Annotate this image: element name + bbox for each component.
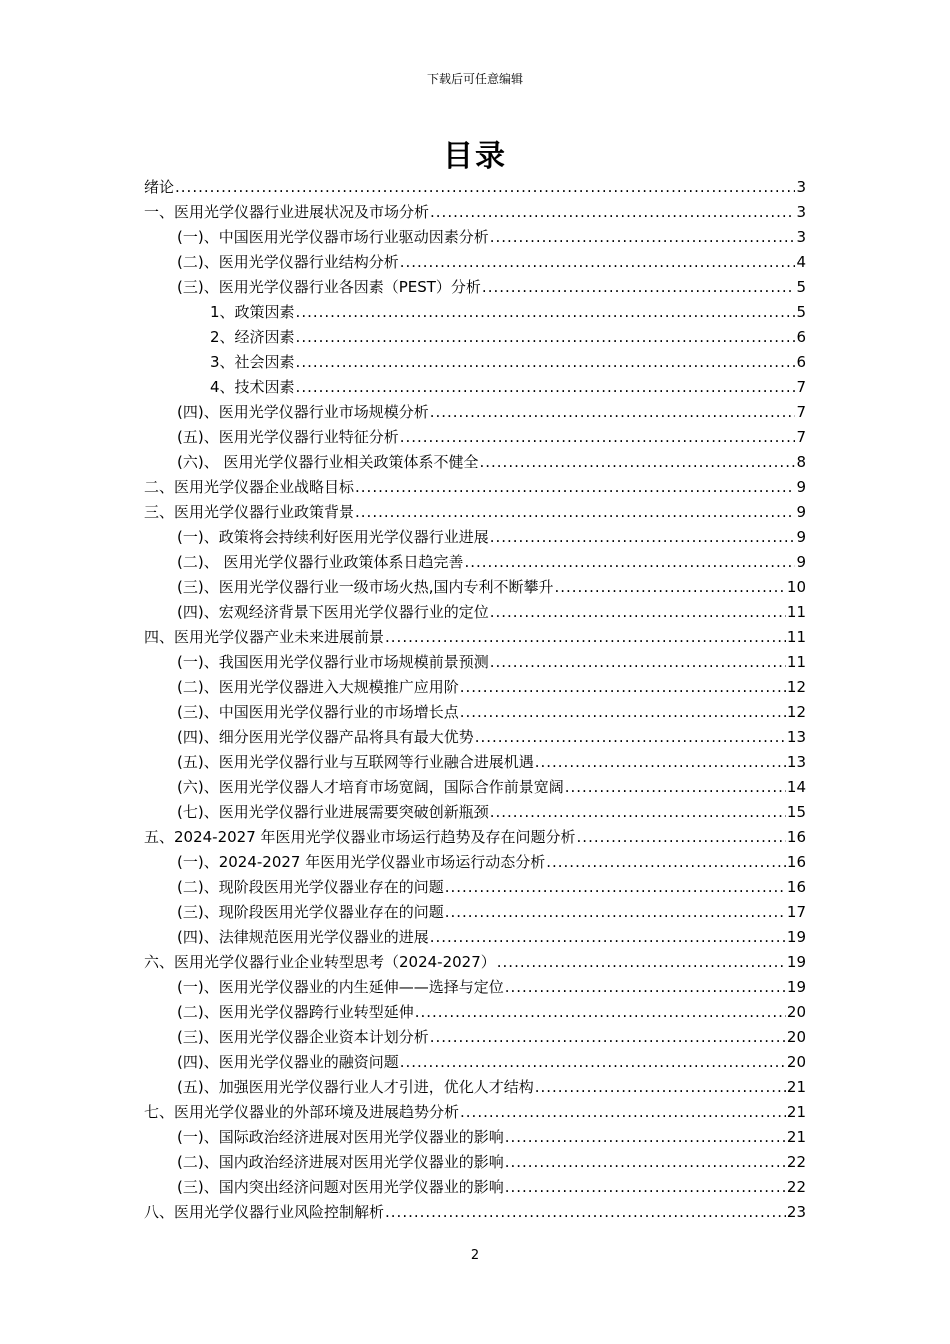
toc-dot-leader (296, 375, 796, 400)
toc-dot-leader (415, 1000, 786, 1025)
toc-entry-title: (二)、医用光学仪器进入大规模推广应用阶 (177, 678, 459, 696)
toc-entry[interactable] (144, 750, 806, 775)
toc-dot-leader (355, 500, 795, 525)
toc-dot-leader (445, 875, 786, 900)
toc-entry[interactable] (144, 575, 806, 600)
toc-entry[interactable] (144, 250, 806, 275)
toc-entry-page: 14 (786, 778, 806, 796)
toc-entry-title: (六)、 医用光学仪器行业相关政策体系不健全 (177, 453, 479, 471)
toc-entry[interactable] (144, 1075, 806, 1100)
toc-entry-page: 3 (796, 228, 806, 246)
toc-dot-leader (565, 775, 786, 800)
toc-entry-title: (一)、2024-2027 年医用光学仪器业市场运行动态分析 (177, 853, 546, 871)
toc-entry[interactable] (144, 500, 806, 525)
toc-entry-page: 16 (786, 828, 806, 846)
toc-dot-leader (355, 475, 795, 500)
toc-entry-title: 3、社会因素 (210, 353, 295, 371)
toc-dot-leader (505, 975, 786, 1000)
toc-entry[interactable] (144, 450, 806, 475)
toc-entry[interactable] (144, 975, 806, 1000)
toc-entry[interactable] (144, 1150, 806, 1175)
toc-entry-page: 13 (786, 728, 806, 746)
toc-entry-title: 一、医用光学仪器行业进展状况及市场分析 (144, 203, 430, 221)
toc-dot-leader (535, 1075, 786, 1100)
toc-dot-leader (505, 1125, 786, 1150)
toc-entry-page: 6 (796, 353, 806, 371)
toc-entry[interactable] (144, 650, 806, 675)
toc-entry-page: 3 (796, 178, 806, 196)
toc-dot-leader (497, 950, 786, 975)
toc-entry[interactable] (144, 875, 806, 900)
toc-entry-title: (二)、国内政治经济进展对医用光学仪器业的影响 (177, 1153, 504, 1171)
toc-entry-page: 21 (786, 1078, 806, 1096)
toc-entry[interactable] (144, 275, 806, 300)
toc-entry-page: 12 (786, 703, 806, 721)
toc-entry-title: (四)、宏观经济背景下医用光学仪器行业的定位 (177, 603, 489, 621)
toc-entry-title: 八、医用光学仪器行业风险控制解析 (144, 1203, 385, 1221)
toc-entry[interactable] (144, 1000, 806, 1025)
toc-entry-title: 七、医用光学仪器业的外部环境及进展趋势分析 (144, 1103, 460, 1121)
toc-entry-title: (三)、中国医用光学仪器行业的市场增长点 (177, 703, 459, 721)
toc-entry-title: 二、医用光学仪器企业战略目标 (144, 478, 355, 496)
toc-entry-title: (二)、医用光学仪器跨行业转型延伸 (177, 1003, 414, 1021)
toc-entry-title: 五、2024-2027 年医用光学仪器业市场运行趋势及存在问题分析 (144, 828, 576, 846)
toc-entry[interactable] (144, 725, 806, 750)
toc-entry-title: (二)、医用光学仪器行业结构分析 (177, 253, 399, 271)
toc-dot-leader (505, 1175, 786, 1200)
toc-dot-leader (482, 275, 796, 300)
toc-entry-page: 13 (786, 753, 806, 771)
toc-entry-page: 16 (786, 878, 806, 896)
toc-entry-page: 9 (796, 503, 806, 521)
toc-entry[interactable] (144, 550, 806, 575)
toc-entry-page: 9 (796, 528, 806, 546)
toc-entry-page: 22 (786, 1153, 806, 1171)
page-header: 下载后可任意编辑 (426, 72, 523, 86)
toc-entry-title: (三)、现阶段医用光学仪器业存在的问题 (177, 903, 444, 921)
toc-entry[interactable] (144, 525, 806, 550)
toc-entry[interactable] (144, 1200, 806, 1225)
toc-entry[interactable] (144, 200, 806, 225)
toc-dot-leader (546, 850, 786, 875)
toc-entry-title: (三)、医用光学仪器企业资本计划分析 (177, 1028, 429, 1046)
toc-dot-leader (505, 1150, 786, 1175)
toc-entry-title: (一)、我国医用光学仪器行业市场规模前景预测 (177, 653, 489, 671)
toc-entry-page: 11 (786, 653, 806, 671)
toc-entry-page: 9 (796, 553, 806, 571)
toc-dot-leader (577, 825, 786, 850)
toc-entry[interactable] (144, 850, 806, 875)
toc-entry-page: 11 (786, 628, 806, 646)
toc-entry-page: 15 (786, 803, 806, 821)
toc-entry-page: 19 (786, 978, 806, 996)
toc-entry[interactable] (144, 625, 806, 650)
toc-entry-title: 2、经济因素 (210, 328, 295, 346)
toc-dot-leader (175, 175, 795, 200)
toc-entry[interactable] (144, 900, 806, 925)
toc-entry-page: 23 (786, 1203, 806, 1221)
toc-entry-title: (五)、医用光学仪器行业与互联网等行业融合进展机遇 (177, 753, 534, 771)
toc-entry[interactable] (144, 775, 806, 800)
toc-entry-page: 12 (786, 678, 806, 696)
toc-dot-leader (430, 400, 796, 425)
toc-dot-leader (400, 1050, 786, 1075)
toc-entry[interactable] (144, 300, 806, 325)
toc-entry[interactable] (144, 825, 806, 850)
toc-entry-title: (四)、医用光学仪器业的融资问题 (177, 1053, 399, 1071)
toc-entry[interactable] (144, 375, 806, 400)
toc-entry[interactable] (144, 1100, 806, 1125)
toc-entry-page: 20 (786, 1053, 806, 1071)
toc-entry-page: 19 (786, 928, 806, 946)
toc-entry-page: 21 (786, 1103, 806, 1121)
toc-dot-leader (400, 250, 796, 275)
toc-entry-title: (一)、中国医用光学仪器市场行业驱动因素分析 (177, 228, 489, 246)
toc-entry[interactable] (144, 600, 806, 625)
toc-dot-leader (460, 675, 786, 700)
toc-entry-title: (二)、现阶段医用光学仪器业存在的问题 (177, 878, 444, 896)
toc-dot-leader (464, 550, 795, 575)
toc-entry-page: 10 (786, 578, 806, 596)
page-title: 目录 (443, 139, 507, 174)
toc-entry-page: 17 (786, 903, 806, 921)
toc-entry-page: 7 (796, 428, 806, 446)
toc-dot-leader (535, 750, 786, 775)
toc-entry-page: 7 (796, 403, 806, 421)
page-number: 2 (470, 1248, 480, 1263)
toc-entry-title: (七)、医用光学仪器行业进展需要突破创新瓶颈 (177, 803, 489, 821)
toc-entry-page: 22 (786, 1178, 806, 1196)
toc-entry-page: 5 (796, 303, 806, 321)
toc-entry-title: (五)、医用光学仪器行业特征分析 (177, 428, 399, 446)
toc-entry-title: 六、医用光学仪器行业企业转型思考（2024-2027） (144, 953, 496, 971)
toc-dot-leader (385, 1200, 786, 1225)
toc-entry[interactable] (144, 1125, 806, 1150)
toc-entry[interactable] (144, 1050, 806, 1075)
toc-entry-title: (三)、医用光学仪器行业各因素（PEST）分析 (177, 278, 481, 296)
toc-dot-leader (460, 1100, 786, 1125)
toc-entry-title: 绪论 (144, 178, 175, 196)
toc-dot-leader (400, 425, 796, 450)
toc-entry[interactable] (144, 1175, 806, 1200)
toc-entry-title: (三)、国内突出经济问题对医用光学仪器业的影响 (177, 1178, 504, 1196)
toc-entry-page: 4 (796, 253, 806, 271)
toc-entry-page: 5 (796, 278, 806, 296)
toc-dot-leader (296, 300, 796, 325)
toc-entry-title: 三、医用光学仪器行业政策背景 (144, 503, 355, 521)
toc-entry-title: (一)、医用光学仪器业的内生延伸——选择与定位 (177, 978, 504, 996)
toc-dot-leader (430, 925, 786, 950)
toc-entry-page: 8 (796, 453, 806, 471)
toc-entry-page: 20 (786, 1028, 806, 1046)
toc-entry[interactable] (144, 675, 806, 700)
toc-entry-page: 9 (796, 478, 806, 496)
toc-entry[interactable] (144, 425, 806, 450)
toc-entry[interactable] (144, 225, 806, 250)
toc-entry-title: (六)、医用光学仪器人才培育市场宽阔，国际合作前景宽阔 (177, 778, 564, 796)
toc-dot-leader (296, 325, 796, 350)
toc-entry-title: (三)、医用光学仪器行业一级市场火热,国内专利不断攀升 (177, 578, 554, 596)
toc-dot-leader (490, 800, 786, 825)
toc-entry[interactable] (144, 475, 806, 500)
toc-entry-title: 1、政策因素 (210, 303, 295, 321)
toc-dot-leader (479, 450, 795, 475)
toc-entry[interactable] (144, 925, 806, 950)
toc-entry-title: (四)、细分医用光学仪器产品将具有最大优势 (177, 728, 474, 746)
toc-entry-title: (一)、国际政治经济进展对医用光学仪器业的影响 (177, 1128, 504, 1146)
toc-dot-leader (460, 700, 786, 725)
toc-entry-title: (四)、法律规范医用光学仪器业的进展 (177, 928, 429, 946)
toc-entry-page: 6 (796, 328, 806, 346)
toc-entry-page: 19 (786, 953, 806, 971)
toc-entry-title: (一)、政策将会持续利好医用光学仪器行业进展 (177, 528, 489, 546)
toc-entry-page: 3 (796, 203, 806, 221)
toc-dot-leader (490, 600, 786, 625)
toc-dot-leader (490, 225, 796, 250)
toc-entry-title: (五)、加强医用光学仪器行业人才引进，优化人才结构 (177, 1078, 534, 1096)
toc-entry[interactable] (144, 325, 806, 350)
toc-entry-page: 21 (786, 1128, 806, 1146)
toc-entry-title: 四、医用光学仪器产业未来进展前景 (144, 628, 385, 646)
toc-entry[interactable] (144, 700, 806, 725)
toc-entry[interactable] (144, 800, 806, 825)
toc-dot-leader (430, 1025, 786, 1050)
toc-entry[interactable] (144, 1025, 806, 1050)
table-of-contents (144, 175, 806, 1225)
toc-dot-leader (475, 725, 786, 750)
toc-dot-leader (490, 525, 796, 550)
toc-entry[interactable] (144, 350, 806, 375)
toc-entry-title: 4、技术因素 (210, 378, 295, 396)
toc-entry-title: (二)、 医用光学仪器行业政策体系日趋完善 (177, 553, 464, 571)
toc-entry-page: 11 (786, 603, 806, 621)
toc-dot-leader (430, 200, 795, 225)
toc-dot-leader (296, 350, 796, 375)
toc-entry[interactable] (144, 950, 806, 975)
toc-entry[interactable] (144, 400, 806, 425)
toc-dot-leader (554, 575, 785, 600)
toc-entry-page: 16 (786, 853, 806, 871)
toc-dot-leader (490, 650, 786, 675)
toc-entry-page: 7 (796, 378, 806, 396)
toc-entry-page: 20 (786, 1003, 806, 1021)
toc-dot-leader (445, 900, 786, 925)
toc-dot-leader (385, 625, 786, 650)
toc-entry-title: (四)、医用光学仪器行业市场规模分析 (177, 403, 429, 421)
toc-entry[interactable] (144, 175, 806, 200)
